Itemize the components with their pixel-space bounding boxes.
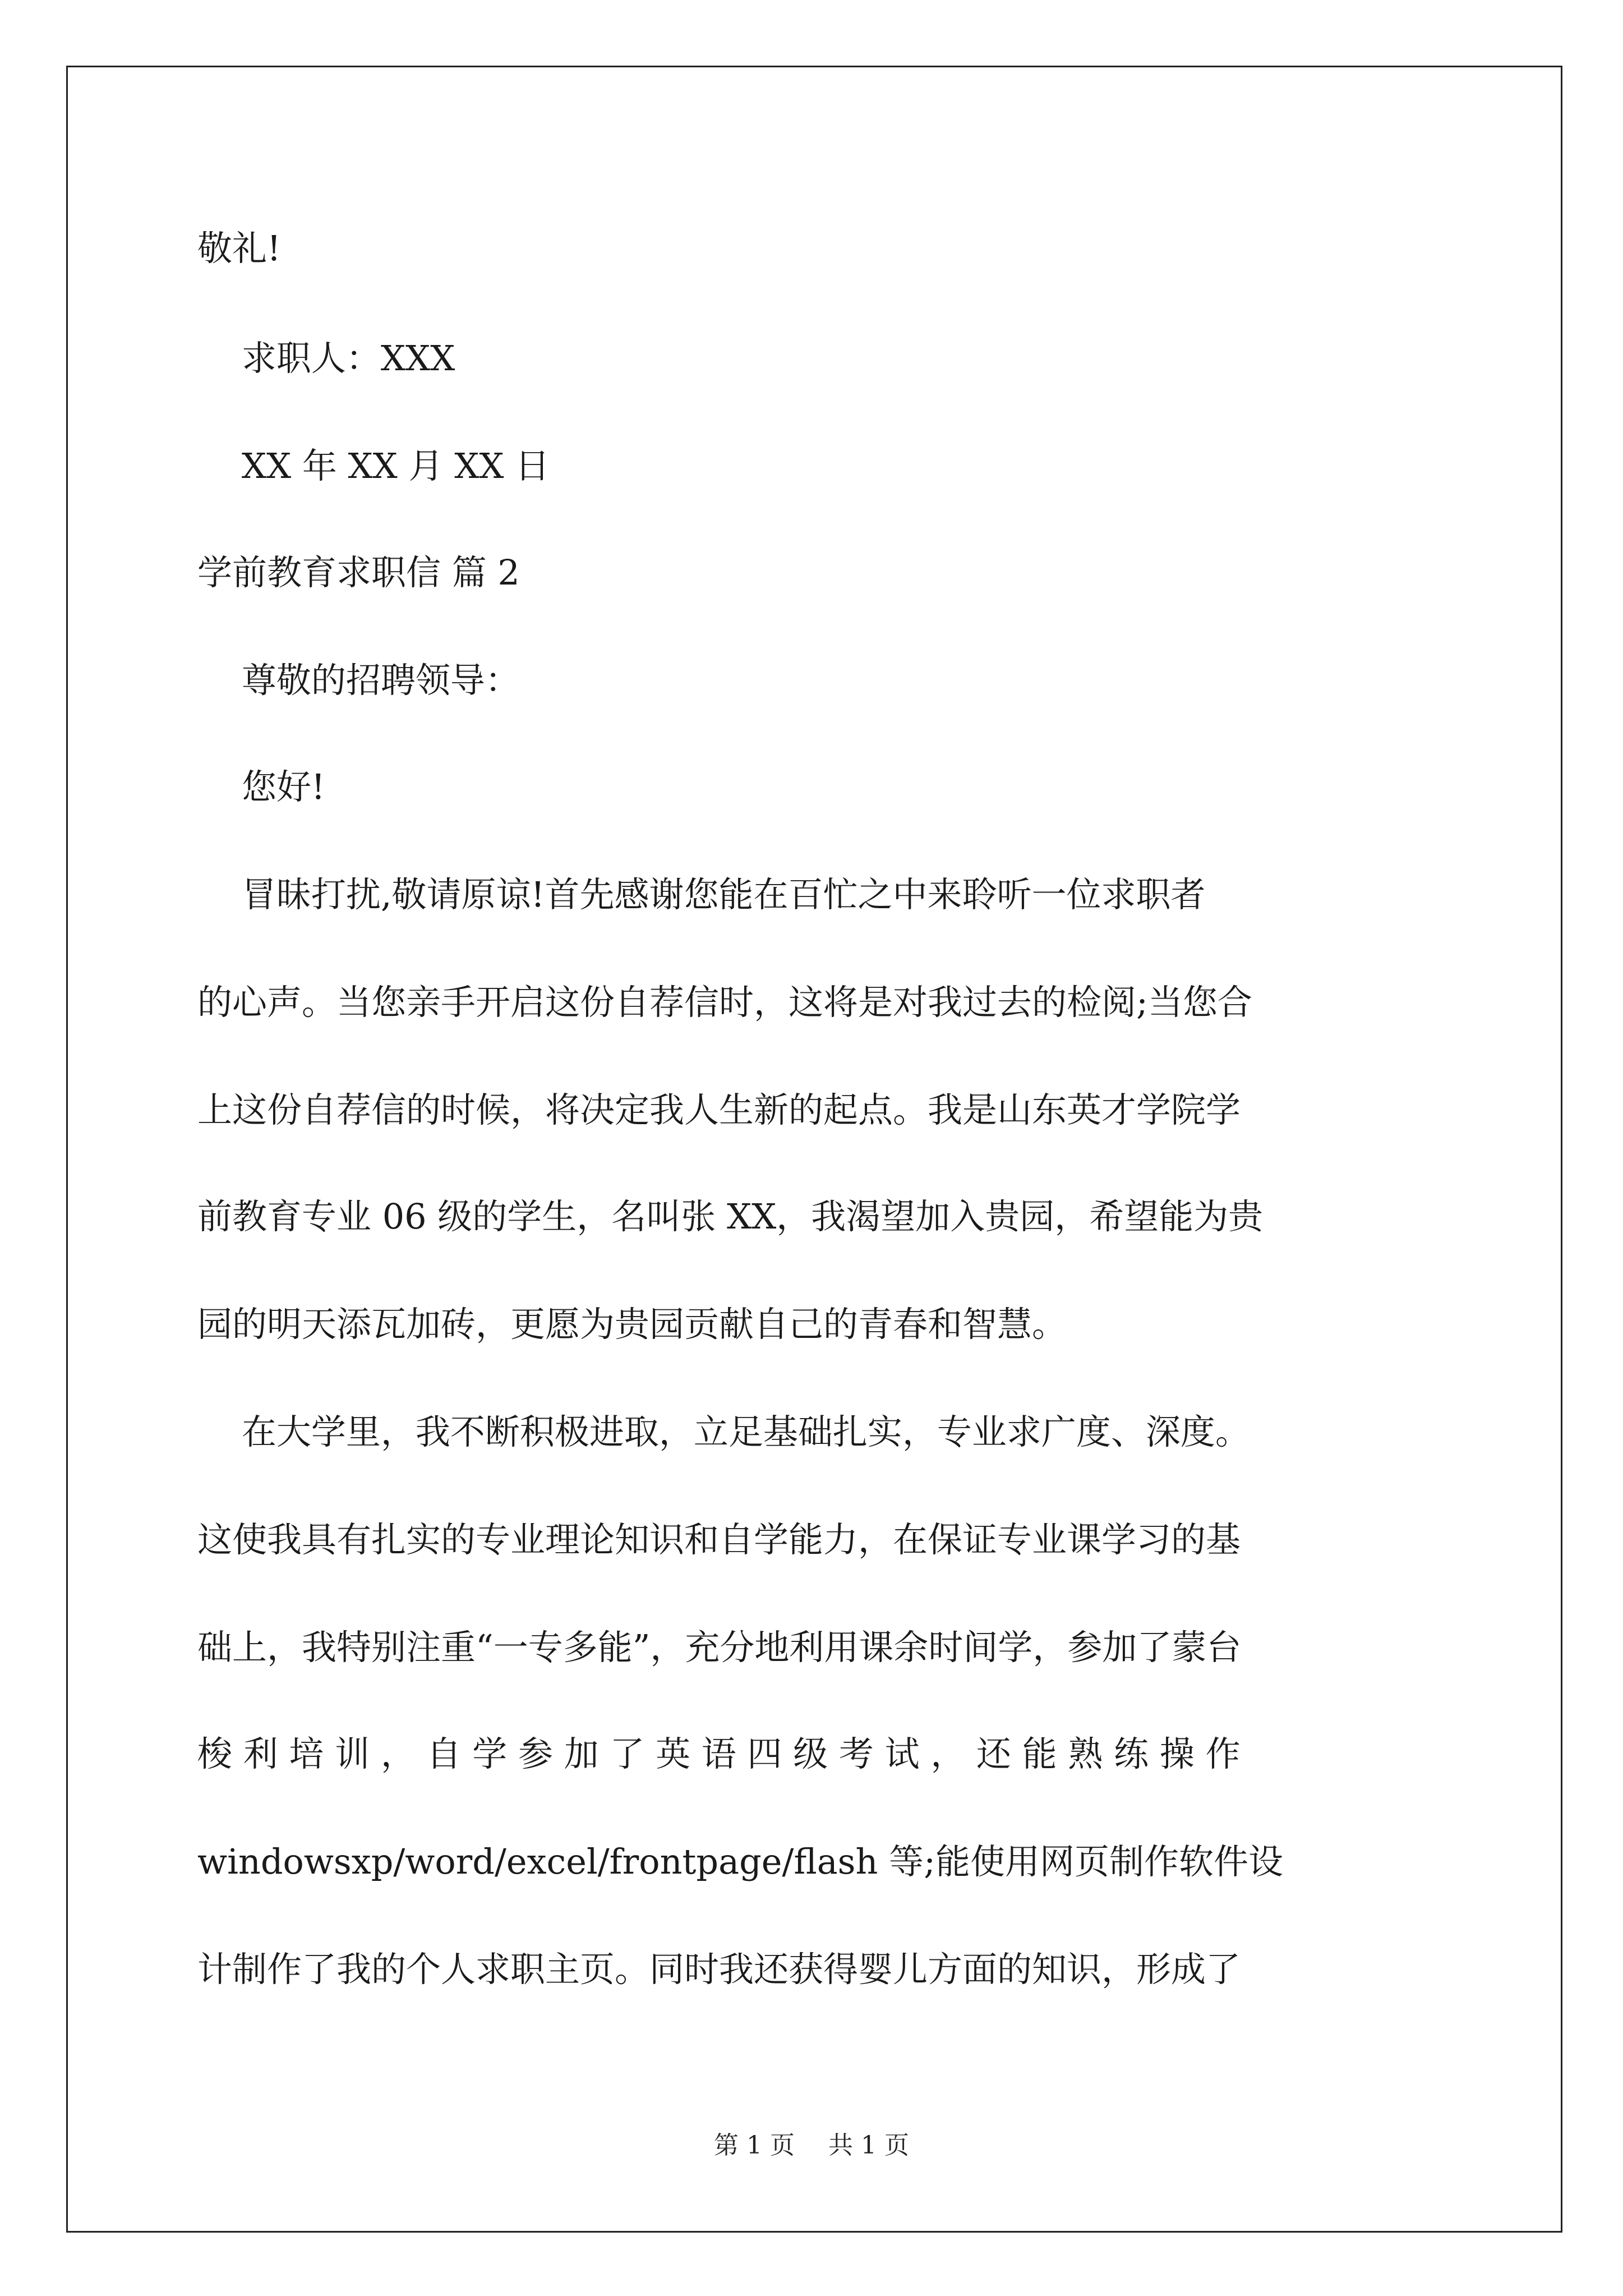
body-line: 这使我具有扎实的专业理论知识和自学能力，在保证专业课学习的基 — [197, 1519, 1241, 1560]
page-border — [66, 66, 1562, 2233]
body-line: 础上，我特别注重“一专多能”，充分地利用课余时间学，参加了蒙台 — [197, 1627, 1242, 1668]
closing-salutation: 敬礼! — [197, 228, 281, 269]
greeting-hello: 您好! — [197, 766, 325, 807]
body-line: 梭 利 培 训 ， 自 学 参 加 了 英 语 四 级 考 试 ， 还 能 熟 练 操 作 — [197, 1733, 1241, 1774]
greeting-recipient: 尊敬的招聘领导： — [197, 660, 520, 701]
applicant-signature: 求职人：XXX — [197, 338, 455, 379]
body-line: 冒昧打扰,敬请原谅!首先感谢您能在百忙之中来聆听一位求职者 — [197, 874, 1206, 915]
page-total: 共 1 页 — [828, 2131, 909, 2160]
body-line: 前教育专业 06 级的学生，名叫张 XX，我渴望加入贵园，希望能为贵 — [197, 1196, 1264, 1237]
body-line: windowsxp/word/excel/frontpage/flash 等;能使用网页制作软件设 — [197, 1841, 1284, 1882]
section-heading: 学前教育求职信 篇 2 — [197, 552, 520, 593]
body-line: 园的明天添瓦加砖，更愿为贵园贡献自己的青春和智慧。 — [197, 1304, 1067, 1345]
page-number: 第 1 页 — [714, 2131, 795, 2160]
body-line: 计制作了我的个人求职主页。同时我还获得婴儿方面的知识，形成了 — [197, 1949, 1241, 1990]
page-footer — [0, 2125, 1623, 2161]
body-line: 在大学里，我不断积极进取，立足基础扎实，专业求广度、深度。 — [197, 1411, 1250, 1452]
body-line: 上这份自荐信的时候，将决定我人生新的起点。我是山东英才学院学 — [197, 1089, 1241, 1130]
body-line: 的心声。当您亲手开启这份自荐信时，这将是对我过去的检阅;当您合 — [197, 982, 1252, 1023]
letter-date: XX 年 XX 月 XX 日 — [197, 445, 550, 486]
